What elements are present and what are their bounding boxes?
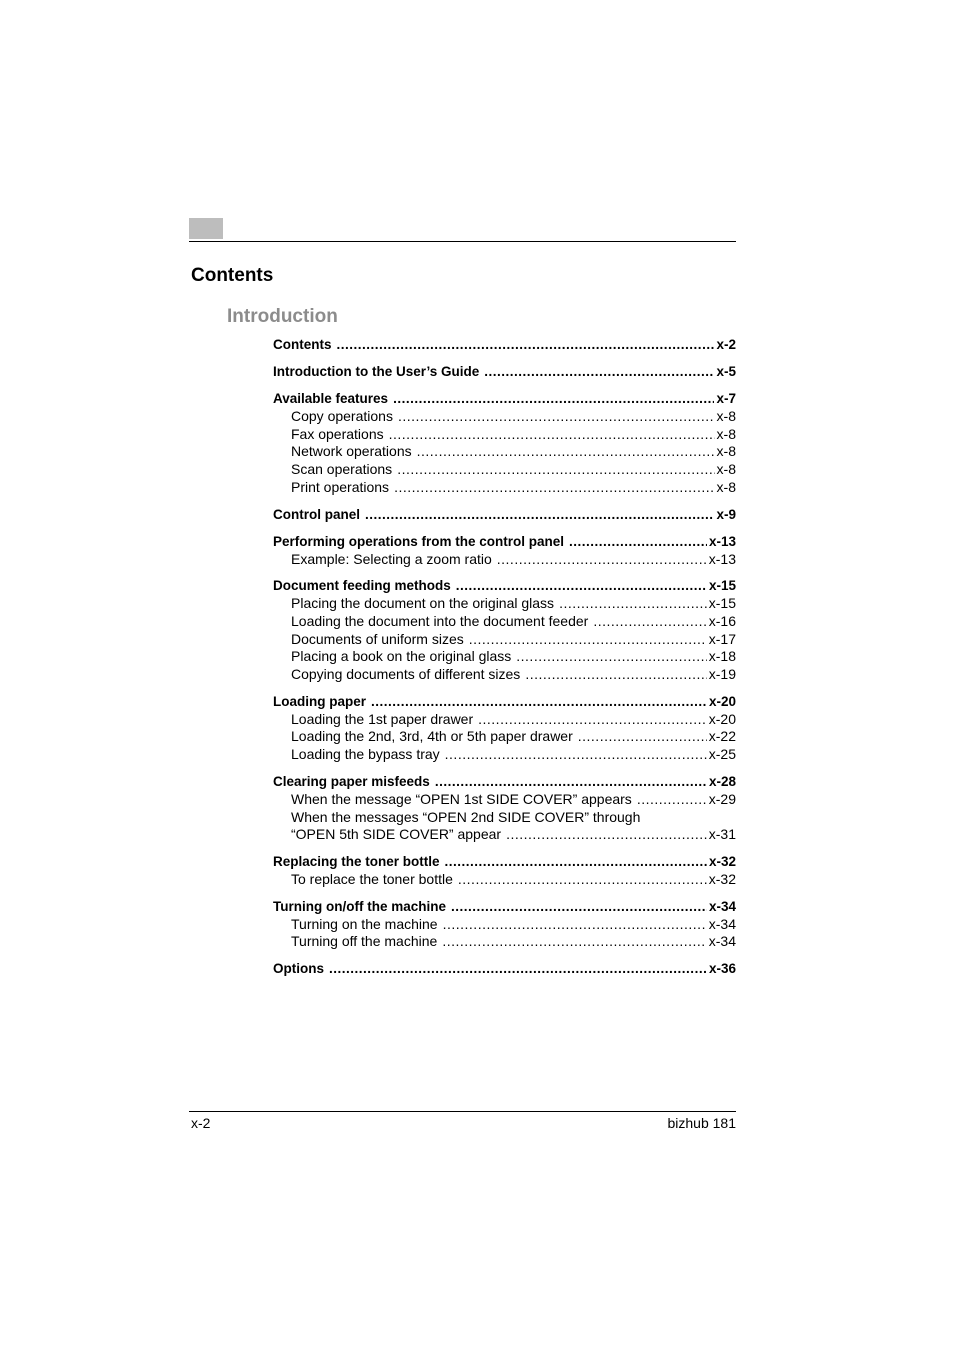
toc-subentry-page: x-8 [716,461,736,478]
toc-leader-dots [469,631,707,649]
toc-leader-dots [443,916,707,934]
toc-leader-dots [365,505,714,524]
toc-subentry-page: x-17 [708,630,736,647]
toc-subentry-title: Example: Selecting a zoom ratio [291,550,492,567]
toc-entry[interactable] [273,576,736,595]
toc-subentry[interactable] [273,479,736,497]
toc-subentry-title-continued: “OPEN 5th SIDE COVER” appear [291,826,502,843]
header-tab [189,218,223,239]
toc-subentry[interactable] [273,933,736,951]
toc-entry-title: Contents [273,337,332,352]
toc-subentry[interactable] [273,595,736,613]
toc-entry-page: x-36 [708,961,736,977]
toc-subentry[interactable] [273,551,736,569]
toc-subentry-title: When the message “OPEN 1st SIDE COVER” appears [291,790,632,807]
toc-subentry-title: Copy operations [291,408,393,424]
toc-leader-dots [506,826,707,844]
toc-subentry-title: To replace the toner bottle [291,870,453,887]
toc-leader-dots [445,746,707,764]
section-title: Introduction [227,306,338,327]
toc-leader-dots [442,933,706,951]
toc-subentry-page: x-32 [708,870,736,887]
toc-subentry-page: x-22 [708,728,736,745]
toc-subentry-title: Documents of uniform sizes [291,630,464,647]
toc-subentry-page: x-19 [708,666,736,683]
toc-subentry-page: x-25 [708,746,736,763]
toc-subentry-page: x-34 [708,915,736,932]
toc-leader-dots [451,897,707,916]
toc-subentry[interactable] [273,461,736,479]
toc-entry-page: x-20 [708,693,736,709]
toc-subentry[interactable] [273,408,736,426]
toc-leader-dots [435,772,707,791]
toc-group [273,505,736,524]
toc-leader-dots [637,791,707,809]
toc-subentry-title: Copying documents of different sizes [291,666,521,683]
toc-leader-dots [478,711,707,729]
toc-entry-title: Options [273,961,324,977]
toc-entry-title: Document feeding methods [273,578,451,594]
toc-entry-title: Control panel [273,506,360,522]
toc-subentry-page: x-8 [716,408,736,424]
toc-entry[interactable] [273,505,736,524]
toc-subentry[interactable] [273,871,736,889]
toc-group [273,692,736,764]
page-title: Contents [191,265,274,286]
toc-group [273,389,736,497]
toc-entry[interactable] [273,959,736,978]
toc-group [273,362,736,381]
toc-subentry[interactable] [273,711,736,729]
toc-leader-dots [458,871,707,889]
toc-subentry-page: x-15 [708,595,736,612]
toc-subentry-continuation[interactable] [273,826,736,844]
toc-entry-page: x-9 [716,506,736,522]
toc-entry-title: Introduction to the User’s Guide [273,364,480,379]
toc-leader-dots [394,479,714,497]
toc-group [273,897,736,951]
toc-entry-page: x-2 [716,337,736,352]
toc-subentry-title: Turning off the machine [291,933,438,950]
toc-leader-dots [389,426,715,444]
toc-entry-page: x-5 [716,364,736,379]
toc-subentry-title: Loading the 1st paper drawer [291,710,474,727]
toc-subentry-page: x-20 [708,710,736,727]
toc-group [273,772,736,844]
toc-subentry[interactable] [273,648,736,666]
toc-subentry-page: x-8 [716,425,736,442]
toc-entry-title: Loading paper [273,693,367,709]
toc-leader-dots [497,551,707,569]
toc-subentry-page: x-29 [708,790,736,807]
footer-page-number: x-2 [191,1115,211,1131]
toc-subentry-title: Print operations [291,478,390,495]
toc-leader-dots [398,408,715,426]
toc-group [273,852,736,889]
toc-subentry-title: When the messages “OPEN 2nd SIDE COVER” through [291,808,641,825]
toc-subentry-title: Loading the document into the document feeder [291,612,589,629]
toc-entry[interactable] [273,389,736,408]
toc-subentry-title: Placing a book on the original glass [291,648,512,665]
toc-leader-dots [371,692,707,711]
toc-entry-title: Turning on/off the machine [273,898,446,914]
toc-leader-dots [337,335,715,354]
toc-subentry-title: Turning on the machine [291,915,438,932]
toc-entry-title: Available features [273,391,389,406]
toc-entry-page: x-32 [708,853,736,869]
toc-entry-page: x-15 [708,578,736,594]
toc-subentry-page: x-18 [708,648,736,665]
toc-leader-dots [525,666,706,684]
toc-subentry[interactable] [273,631,736,649]
toc-leader-dots [559,595,707,613]
toc-subentry-page: x-16 [708,612,736,629]
toc-subentry-title: Network operations [291,443,412,460]
toc-subentry[interactable] [273,916,736,934]
toc-subentry-title: Scan operations [291,461,393,478]
table-of-contents [273,335,736,986]
toc-subentry-page: x-31 [708,826,736,843]
toc-leader-dots [593,613,706,631]
toc-entry-page: x-13 [708,533,736,549]
toc-entry[interactable] [273,852,736,871]
header-rule [189,241,736,242]
toc-leader-dots [393,389,714,408]
toc-subentry-title: Placing the document on the original glass [291,595,555,612]
toc-entry-title: Clearing paper misfeeds [273,773,430,789]
toc-entry[interactable] [273,897,736,916]
toc-entry-page: x-28 [708,773,736,789]
toc-leader-dots [516,648,707,666]
toc-entry[interactable] [273,692,736,711]
toc-leader-dots [417,443,715,461]
toc-subentry-page: x-13 [708,550,736,567]
toc-leader-dots [445,852,707,871]
toc-group [273,532,736,569]
toc-group [273,576,736,684]
toc-subentry[interactable] [273,791,736,809]
toc-subentry[interactable] [273,728,736,746]
toc-group [273,335,736,354]
toc-entry-page: x-7 [716,391,736,406]
toc-entry-title: Performing operations from the control panel [273,533,565,549]
toc-entry[interactable] [273,335,736,354]
toc-leader-dots [569,532,707,551]
toc-subentry[interactable] [273,613,736,631]
toc-subentry-page: x-34 [708,933,736,950]
toc-subentry-page: x-8 [716,443,736,460]
toc-entry-title: Replacing the toner bottle [273,853,440,869]
footer-rule [189,1111,736,1112]
toc-subentry-title: Loading the 2nd, 3rd, 4th or 5th paper drawer [291,728,573,745]
toc-leader-dots [578,728,707,746]
toc-subentry[interactable] [273,666,736,684]
toc-subentry[interactable] [273,746,736,764]
toc-leader-dots [456,576,707,595]
toc-subentry[interactable] [273,443,736,461]
toc-entry-page: x-34 [708,898,736,914]
toc-subentry[interactable] [273,809,736,827]
toc-group [273,959,736,978]
toc-entry[interactable] [273,772,736,791]
toc-subentry[interactable] [273,426,736,444]
toc-leader-dots [329,959,707,978]
toc-subentry-title: Fax operations [291,425,384,442]
toc-subentry-page: x-8 [716,478,736,495]
toc-entry[interactable] [273,532,736,551]
toc-subentry-title: Loading the bypass tray [291,746,440,763]
toc-leader-dots [484,362,714,381]
footer-product-name: bizhub 181 [667,1115,736,1131]
toc-entry[interactable] [273,362,736,381]
toc-leader-dots [397,461,714,479]
